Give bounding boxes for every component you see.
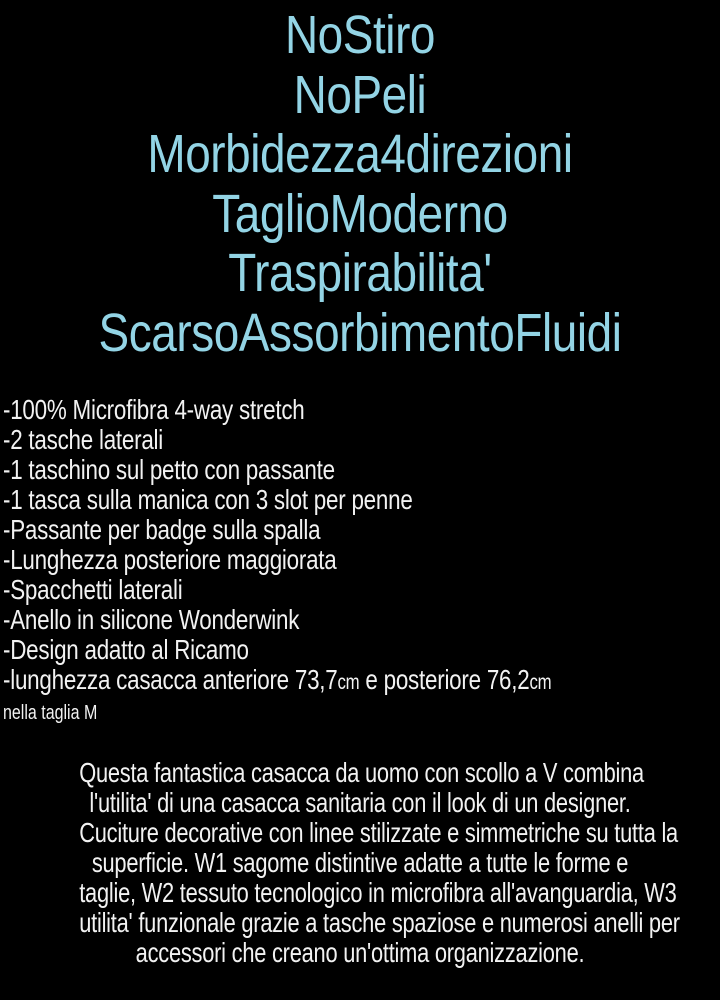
headline-block: [54, 6, 666, 363]
unit-cm: cm: [337, 671, 360, 694]
length-text: e posteriore 76,2: [359, 664, 530, 695]
feature-item: -Spacchetti laterali: [3, 574, 183, 605]
headline-line: TaglioModerno: [212, 183, 508, 244]
feature-list: [3, 395, 720, 726]
headline-line: NoPeli: [293, 64, 427, 125]
description-line: Cuciture decorative con linee stilizzate e simmetriche su tutta la: [79, 817, 678, 848]
feature-item: -100% Microfibra 4-way stretch: [3, 394, 305, 425]
description-line: taglie, W2 tessuto tecnologico in microfibra all'avanguardia, W3: [79, 877, 677, 908]
feature-item: -Lunghezza posteriore maggiorata: [3, 544, 337, 575]
feature-item: -2 tasche laterali: [3, 424, 164, 455]
feature-item: -1 taschino sul petto con passante: [3, 454, 335, 485]
feature-item: -1 tasca sulla manica con 3 slot per penne: [3, 484, 413, 515]
headline-line: Traspirabilita': [228, 243, 492, 303]
description-line: Questa fantastica casacca da uomo con scollo a V combina: [79, 757, 644, 788]
headline-line: Morbidezza4direzioni: [147, 124, 573, 184]
size-note: nella taglia M: [3, 702, 98, 724]
feature-item: -Anello in silicone Wonderwink: [3, 604, 300, 635]
description-line: utilita' funzionale grazie a tasche spaziose e numerosi anelli per: [79, 907, 680, 938]
feature-item: -Design adatto al Ricamo: [3, 634, 249, 665]
length-text: -lunghezza casacca anteriore 73,7: [3, 664, 338, 695]
headline-line: NoStiro: [284, 5, 436, 65]
description-line: l'utilita' di una casacca sanitaria con il look di un designer.: [89, 787, 631, 818]
headline-line: ScarsoAssorbimentoFluidi: [98, 302, 622, 363]
description-line: accessori che creano un'ottima organizzazione.: [135, 937, 585, 968]
feature-item: -Passante per badge sulla spalla: [3, 514, 321, 545]
unit-cm: cm: [529, 671, 552, 694]
description-paragraph: [79, 757, 680, 968]
feature-item-garment-length: [3, 665, 720, 698]
description-line: superficie. W1 sagome distintive adatte a tutte le forme e: [91, 847, 629, 878]
